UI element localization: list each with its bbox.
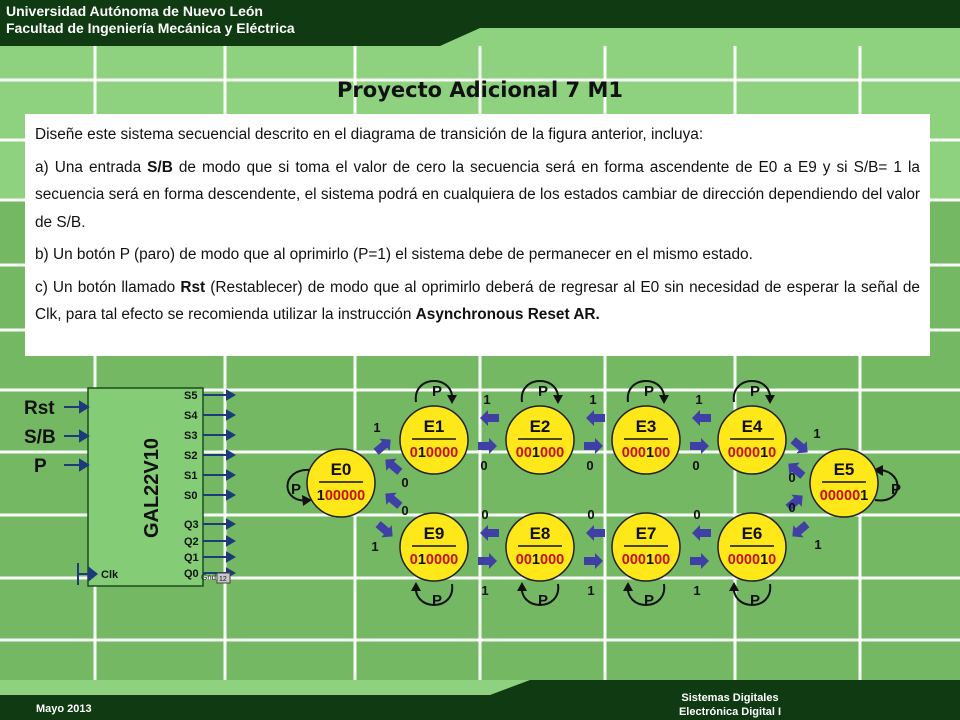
footer-course: Sistemas Digitales xyxy=(681,692,779,704)
transition-label-zero: 0 xyxy=(587,507,595,522)
transition-arrow-forward xyxy=(478,438,497,454)
state-e0-code: 100000 xyxy=(316,488,366,504)
state-e7-code: 000100 xyxy=(621,552,671,568)
pin-q0: Q0 xyxy=(184,568,199,580)
transition-arrow-backward xyxy=(480,410,499,426)
state-e6-code: 000010 xyxy=(727,552,777,568)
self-loop-arrowhead xyxy=(623,582,633,591)
instruction-a: a) Una entrada S/B de modo que si toma el valor de cero la secuencia será en forma ascendente de E0 a E9 y si S/B= 1 la secuencia será en forma descendente, el sistema podrá en cualquiera de los estados cambiar de dirección dependiendo del valor de S/B. xyxy=(35,158,920,231)
transition-arrow-backward xyxy=(586,410,605,426)
transition-label-zero: 0 xyxy=(480,458,488,473)
state-transition-diagram xyxy=(280,364,910,614)
self-loop-label: P xyxy=(643,592,655,609)
transition-arrow-forward xyxy=(480,525,499,541)
university-name: Universidad Autónoma de Nuevo León xyxy=(6,3,263,19)
state-e8-code: 001000 xyxy=(515,552,565,568)
transition-arrow-forward xyxy=(371,433,396,457)
transition-label-one: 1 xyxy=(371,539,379,554)
self-loop-arrowhead xyxy=(517,582,527,591)
transition-label-one: 1 xyxy=(693,583,701,598)
self-loop-label: P xyxy=(537,383,549,400)
state-e1-name: E1 xyxy=(423,417,445,436)
state-e6-name: E6 xyxy=(741,524,763,543)
self-loop-arrowhead xyxy=(659,395,669,404)
transition-arrow-forward xyxy=(690,438,709,454)
footer-date: Mayo 2013 xyxy=(36,703,92,715)
self-loop-label: P xyxy=(290,481,302,498)
instruction-intro: Diseñe este sistema secuencial descrito en el diagrama de transición de la figura anterior, incluya: xyxy=(35,126,704,143)
state-e4-code: 000010 xyxy=(727,445,777,461)
self-loop-arrowhead xyxy=(765,395,775,404)
self-loop-arrowhead xyxy=(411,582,421,591)
instructions-box xyxy=(25,114,930,356)
input-label-sb: S/B xyxy=(24,427,56,448)
pin-s0: S0 xyxy=(184,490,198,502)
transition-label-one: 1 xyxy=(814,537,822,552)
state-e5-name: E5 xyxy=(833,460,855,479)
pin-gnd: Gnd xyxy=(201,573,217,582)
transition-label-one: 1 xyxy=(589,392,597,407)
input-label-p: P xyxy=(34,456,47,477)
gal22v10-chip-diagram xyxy=(0,380,260,590)
transition-label-zero: 0 xyxy=(401,475,409,490)
transition-arrow-backward xyxy=(690,553,709,569)
pin-s4: S4 xyxy=(184,410,198,422)
transition-label-zero: 0 xyxy=(586,458,594,473)
transition-label-zero: 0 xyxy=(481,507,489,522)
pin-clk: Clk xyxy=(101,569,119,581)
state-e7-name: E7 xyxy=(635,524,657,543)
self-loop-label: P xyxy=(643,383,655,400)
transition-label-one: 1 xyxy=(587,583,595,598)
pin-q2: Q2 xyxy=(184,536,199,548)
transition-label-one: 1 xyxy=(695,392,703,407)
state-e2-name: E2 xyxy=(529,417,551,436)
transition-label-zero: 0 xyxy=(693,507,701,522)
transition-arrow-forward xyxy=(787,518,812,542)
self-loop-arrowhead xyxy=(447,395,457,404)
transition-label-zero: 0 xyxy=(692,458,700,473)
self-loop-label: P xyxy=(749,592,761,609)
instruction-c: c) Un botón llamado Rst (Restablecer) de modo que al oprimirlo deberá de regresar al E0 sin necesidad de esperar la señal de Clk, para tal efecto se recomienda utilizar la instrucción Asynchronous Reset AR. xyxy=(35,278,920,323)
pin-s1: S1 xyxy=(184,470,198,482)
transition-arrow-forward xyxy=(584,438,603,454)
transition-arrow-backward xyxy=(584,553,603,569)
self-loop-label: P xyxy=(431,592,443,609)
state-e1-code: 010000 xyxy=(409,445,459,461)
transition-arrow-forward xyxy=(692,525,711,541)
self-loop-arrowhead xyxy=(553,395,563,404)
transition-arrow-forward xyxy=(788,434,813,458)
transition-label-zero: 0 xyxy=(401,503,409,518)
state-e9-name: E9 xyxy=(423,524,445,543)
transition-label-one: 1 xyxy=(813,426,821,441)
chip-name: GAL22V10 xyxy=(141,437,163,539)
self-loop-label: P xyxy=(431,383,443,400)
pin-s5: S5 xyxy=(184,390,198,402)
transition-label-one: 1 xyxy=(481,583,489,598)
self-loop-label: P xyxy=(537,592,549,609)
state-e9-code: 010000 xyxy=(409,552,459,568)
pin-s3: S3 xyxy=(184,430,198,442)
pin-q1: Q1 xyxy=(184,552,199,564)
instruction-b: b) Un botón P (paro) de modo que al oprimirlo (P=1) el sistema debe de permanecer en el mismo estado. xyxy=(35,246,753,263)
footer-subject: Electrónica Digital I xyxy=(678,706,782,718)
pin-s2: S2 xyxy=(184,450,198,462)
state-e0-name: E0 xyxy=(330,460,352,479)
page-title: Proyecto Adicional 7 M1 xyxy=(337,78,623,102)
state-e3-code: 000100 xyxy=(621,445,671,461)
faculty-name: Facultad de Ingeniería Mecánica y Eléctrica xyxy=(6,20,295,36)
state-e4-name: E4 xyxy=(741,417,763,436)
transition-label-one: 1 xyxy=(483,392,491,407)
transition-label-zero: 0 xyxy=(788,470,796,485)
transition-arrow-backward xyxy=(692,410,711,426)
input-label-rst: Rst xyxy=(24,398,55,419)
state-e3-name: E3 xyxy=(635,417,657,436)
state-e2-code: 001000 xyxy=(515,445,565,461)
transition-label-zero: 0 xyxy=(788,500,796,515)
self-loop-arrowhead xyxy=(729,582,739,591)
state-e5-code: 000001 xyxy=(819,488,869,504)
self-loop-label: P xyxy=(890,481,902,498)
transition-arrow-backward xyxy=(478,553,497,569)
transition-label-one: 1 xyxy=(373,420,381,435)
self-loop-label: P xyxy=(749,383,761,400)
state-e8-name: E8 xyxy=(529,524,551,543)
transition-arrow-forward xyxy=(586,525,605,541)
pin-q3: Q3 xyxy=(184,519,199,531)
pin-gnd-number: 12 xyxy=(219,576,227,583)
